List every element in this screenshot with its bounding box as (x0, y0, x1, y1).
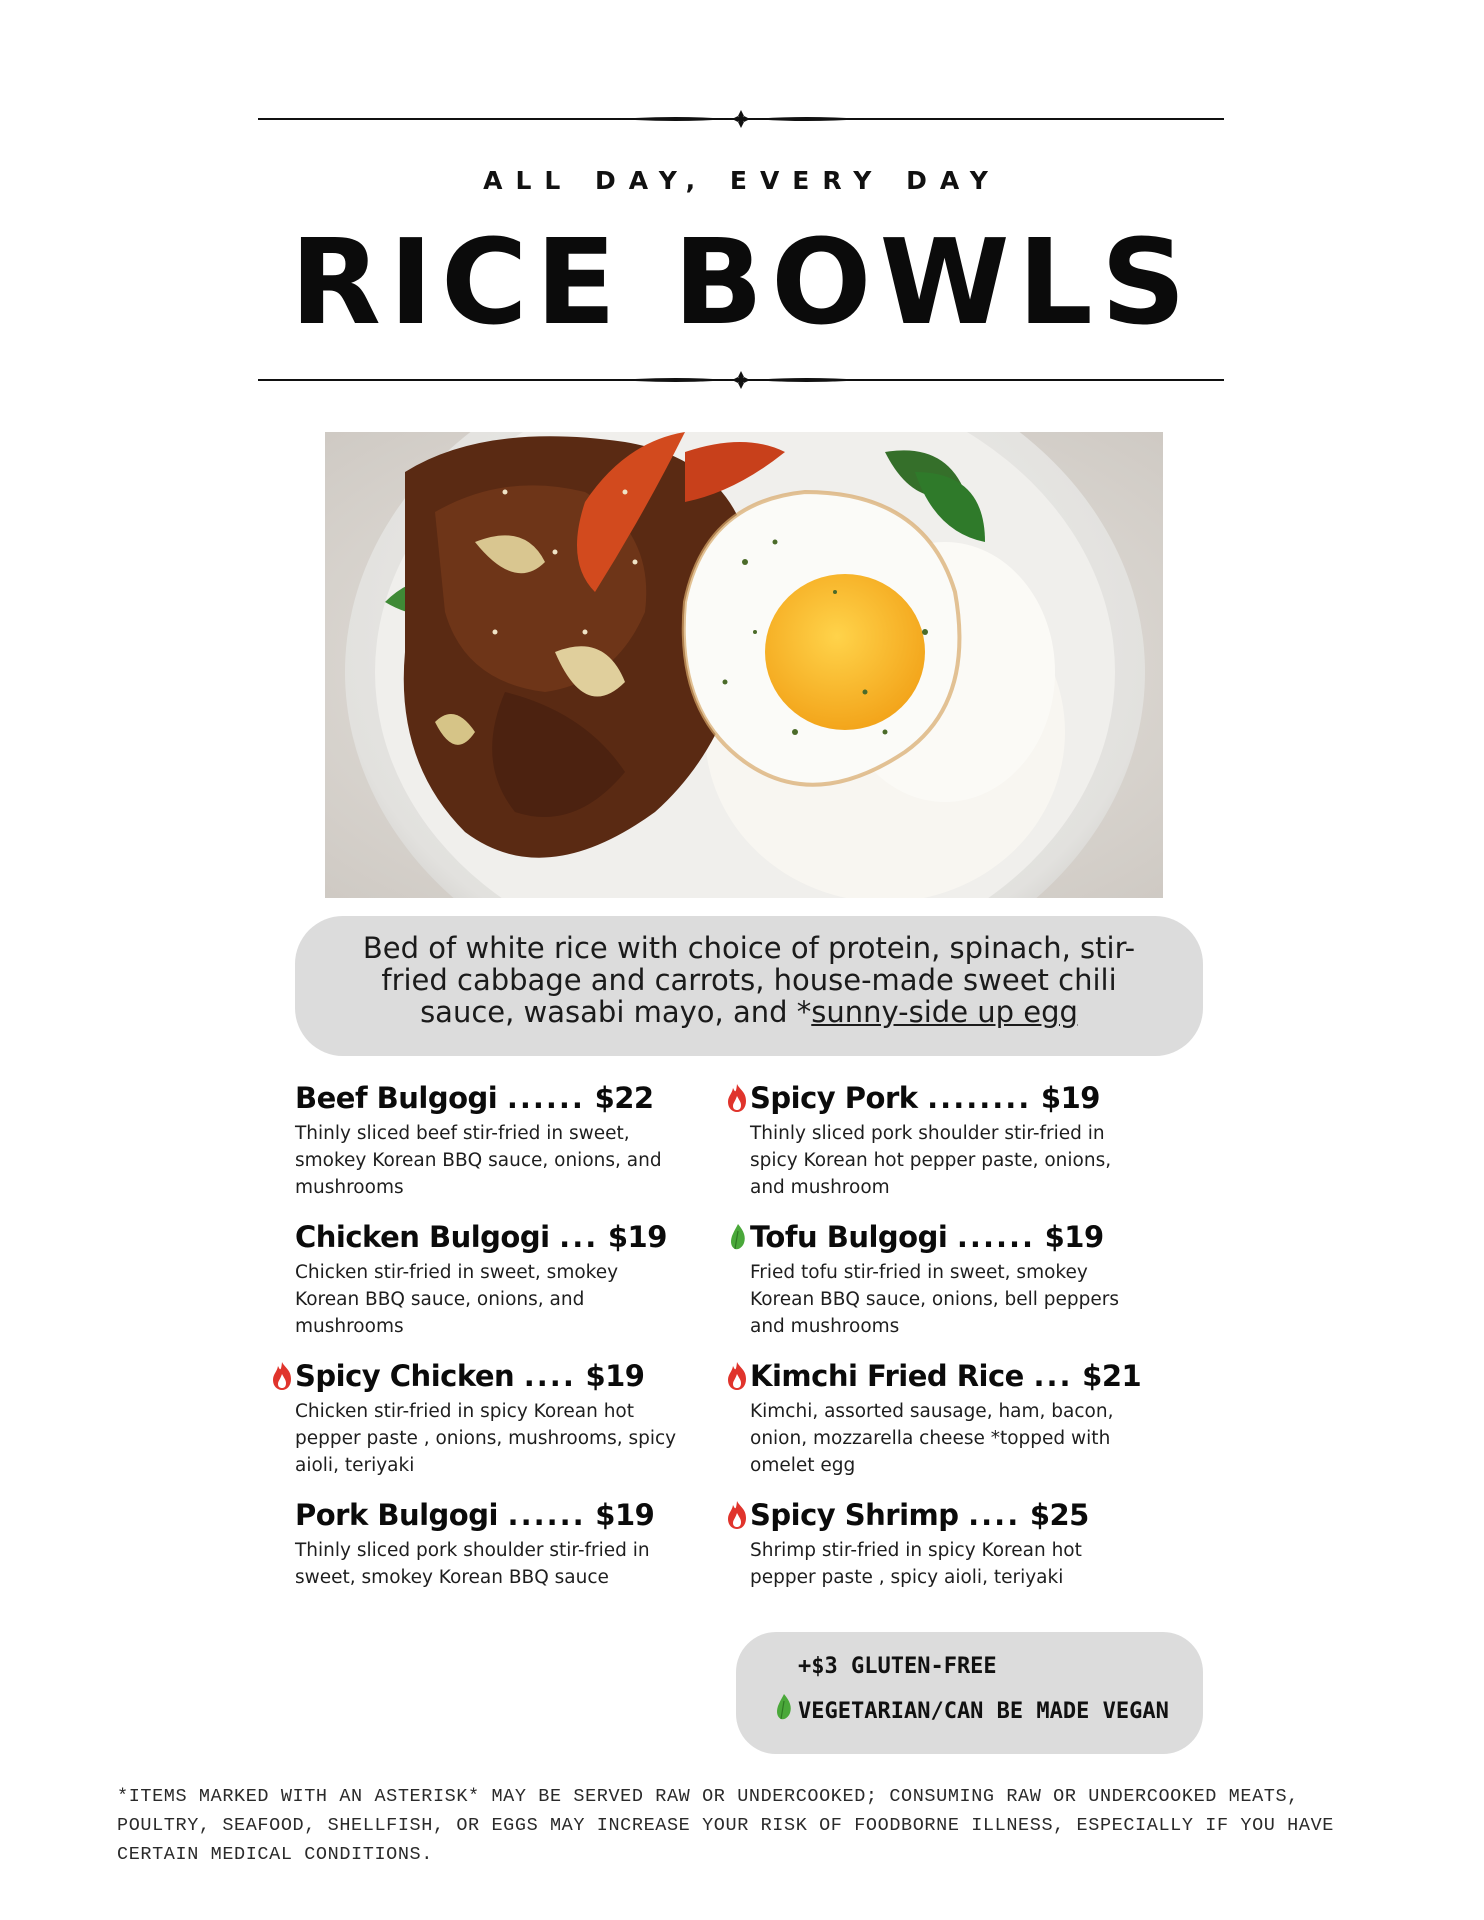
item-price: $19 (1044, 1220, 1104, 1254)
bottom-divider (258, 370, 1224, 390)
item-dots: ...... (507, 1498, 586, 1532)
item-name: Spicy Chicken (295, 1359, 515, 1393)
item-description: Kimchi, assorted sausage, ham, bacon, onion, mozzarella cheese *topped with omelet egg (750, 1401, 1114, 1476)
item-dots: ........ (927, 1081, 1032, 1115)
item-description: Fried tofu stir-fried in sweet, smokey Korean BBQ sauce, onions, bell peppers and mushrooms (750, 1262, 1120, 1337)
leaf-icon (772, 1691, 794, 1729)
item-name: Spicy Shrimp (750, 1498, 959, 1532)
menu-item (750, 1078, 1150, 1217)
menu-item (295, 1217, 695, 1356)
item-price: $19 (1040, 1081, 1100, 1115)
item-dots: ...... (956, 1220, 1036, 1254)
flame-icon (724, 1360, 750, 1392)
item-price: $19 (607, 1220, 667, 1254)
rice-bowl-photo (325, 432, 1163, 898)
item-description: Chicken stir-fried in sweet, smokey Korean BBQ sauce, onions, and mushrooms (295, 1262, 619, 1337)
item-price: $25 (1029, 1498, 1089, 1532)
item-price: $19 (585, 1359, 645, 1393)
menu-title: RICE BOWLS (290, 213, 1194, 351)
item-price: $21 (1082, 1359, 1142, 1393)
description-underlined: sunny-side up egg (811, 995, 1078, 1029)
item-description: Thinly sliced beef stir-fried in sweet, smokey Korean BBQ sauce, onions, and mushrooms (295, 1123, 662, 1198)
menu-item (750, 1356, 1150, 1495)
menu-column-right (750, 1078, 1150, 1634)
flame-icon (724, 1499, 750, 1531)
item-description: Thinly sliced pork shoulder stir-fried in sweet, smokey Korean BBQ sauce (295, 1540, 650, 1588)
flame-icon (269, 1360, 295, 1392)
legend-vegetarian (798, 1699, 1169, 1724)
description-text: Bed of white rice with choice of protein, spinach, stir-fried cabbage and carrots, house-made sweet chili sauce, wasabi mayo, and * (362, 931, 1136, 1029)
item-dots: .... (523, 1359, 576, 1393)
item-name: Spicy Pork (750, 1081, 918, 1115)
item-name: Chicken Bulgogi (295, 1220, 550, 1254)
item-dots: ...... (506, 1081, 585, 1115)
item-name: Kimchi Fried Rice (750, 1359, 1024, 1393)
menu-column-left (295, 1078, 695, 1634)
item-dots: ... (559, 1220, 599, 1254)
item-name: Pork Bulgogi (295, 1498, 498, 1532)
item-price: $19 (595, 1498, 655, 1532)
ornament-icon (732, 110, 750, 128)
raw-food-disclaimer: *ITEMS MARKED WITH AN ASTERISK* MAY BE SERVED RAW OR UNDERCOOKED; CONSUMING RAW OR UNDERCOOKED MEATS, POULTRY, SEAFOOD, SHELLFISH, OR EGGS MAY INCREASE YOUR RISK OF FOODBORNE ILLNESS, ESPECIALLY IF YOU HAVE CERTAIN MEDICAL CONDITIONS. (117, 1786, 1334, 1865)
legend-vegetarian-label: VEGETARIAN/CAN BE MADE VEGAN (798, 1699, 1169, 1724)
description-box (295, 916, 1203, 1056)
legend-box (736, 1632, 1203, 1754)
ornament-icon (732, 371, 750, 389)
menu-subtitle: ALL DAY, EVERY DAY (483, 166, 1001, 195)
menu-item (750, 1495, 1150, 1634)
menu-item (750, 1217, 1150, 1356)
menu-item (295, 1078, 695, 1217)
legend-gluten-free: +$3 GLUTEN-FREE (798, 1654, 997, 1679)
item-dots: .... (968, 1498, 1021, 1532)
item-description: Chicken stir-fried in spicy Korean hot pepper paste , onions, mushrooms, spicy aioli, teriyaki (295, 1401, 677, 1476)
item-name: Beef Bulgogi (295, 1081, 498, 1115)
item-description: Shrimp stir-fried in spicy Korean hot pepper paste , spicy aioli, teriyaki (750, 1540, 1082, 1588)
item-price: $22 (594, 1081, 654, 1115)
item-description: Thinly sliced pork shoulder stir-fried in spicy Korean hot pepper paste, onions, and mushroom (750, 1123, 1112, 1198)
leaf-icon (724, 1221, 750, 1253)
item-name: Tofu Bulgogi (750, 1220, 948, 1254)
menu-item (295, 1495, 695, 1634)
item-dots: ... (1033, 1359, 1073, 1393)
flame-icon (724, 1082, 750, 1114)
top-divider (258, 109, 1224, 129)
menu-item (295, 1356, 695, 1495)
